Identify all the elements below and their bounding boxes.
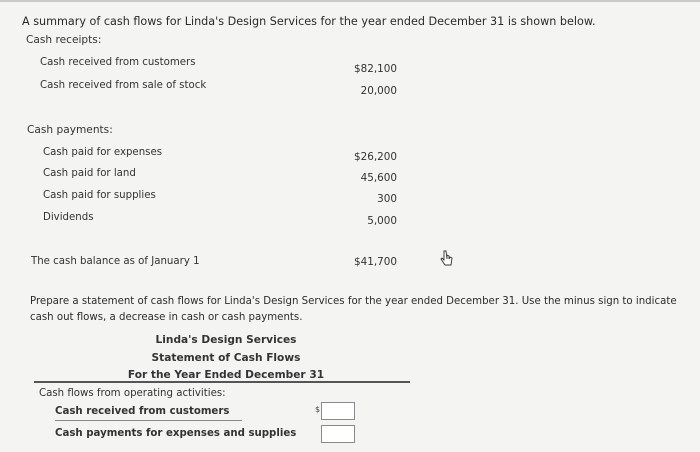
balance-amount: $41,700	[354, 256, 397, 268]
receipts-heading: Cash receipts:	[26, 34, 102, 46]
statement-title: Statement of Cash Flows	[151, 352, 301, 364]
row-label-expenses-supplies[interactable]: Cash payments for expenses and supplies	[55, 428, 297, 439]
receipt-label-stock: Cash received from sale of stock	[40, 80, 207, 91]
currency-symbol: $	[315, 405, 321, 414]
instructions-text: Prepare a statement of cash flows for Linda's Design Services for the year ended December 31. Use the minus sign to indicate cash out flows, a decrease in cash or cash payments.	[30, 296, 677, 323]
payment-amount-land: 45,600	[360, 172, 397, 184]
mouse-cursor-icon	[440, 250, 454, 266]
top-border	[0, 0, 700, 2]
receipt-amount-stock: 20,000	[360, 85, 397, 97]
payment-amount-expenses: $26,200	[354, 151, 397, 163]
statement-company: Linda's Design Services	[155, 334, 297, 346]
statement-period: For the Year Ended December 31	[127, 369, 325, 381]
payment-label-land: Cash paid for land	[43, 168, 136, 179]
payment-label-expenses: Cash paid for expenses	[43, 147, 163, 158]
payment-label-supplies: Cash paid for supplies	[43, 190, 156, 201]
payment-label-dividends: Dividends	[43, 212, 94, 223]
receipt-label-customers: Cash received from customers	[40, 57, 196, 68]
receipt-amount-customers: $82,100	[354, 63, 397, 75]
row-underline-customers	[55, 420, 242, 421]
balance-label: The cash balance as of January 1	[31, 256, 200, 267]
amount-input-customers[interactable]	[321, 402, 355, 420]
payment-amount-supplies: 300	[377, 193, 397, 205]
operating-activities-heading: Cash flows from operating activities:	[39, 388, 226, 399]
intro-text: A summary of cash flows for Linda's Design Services for the year ended December 31 is shown below.	[22, 15, 596, 28]
header-rule	[34, 381, 410, 383]
amount-input-expenses-supplies[interactable]	[321, 425, 355, 443]
row-label-customers[interactable]: Cash received from customers	[55, 406, 230, 417]
payment-amount-dividends: 5,000	[367, 215, 397, 227]
payments-heading: Cash payments:	[27, 124, 113, 136]
